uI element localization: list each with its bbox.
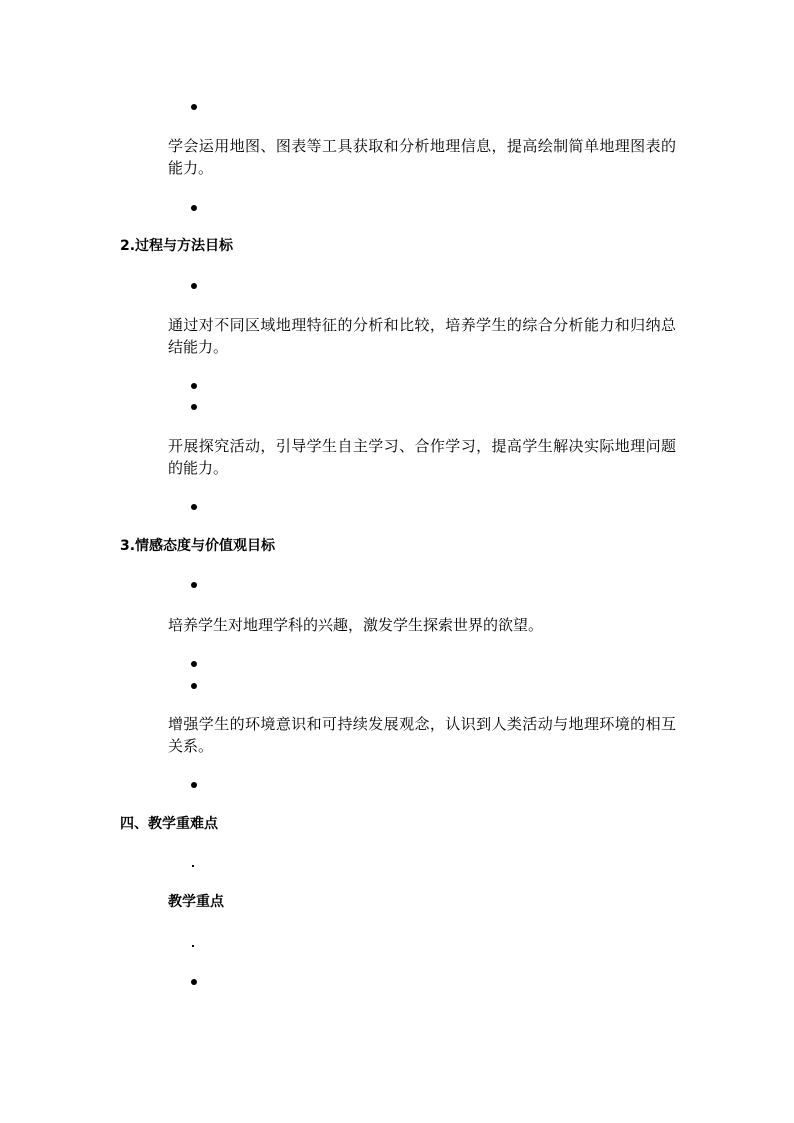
paragraph-interest: 培养学生对地理学科的兴趣，激发学生探索世界的欲望。 — [168, 616, 544, 634]
list-bullet — [191, 104, 197, 110]
paragraph-inquiry-activity: 开展探究活动，引导学生自主学习、合作学习，提高学生解决实际地理问题的能力。 — [168, 437, 676, 477]
list-bullet — [191, 383, 197, 389]
heading-process-method-goals: 2.过程与方法目标 — [120, 238, 234, 254]
list-dot — [192, 945, 194, 947]
paragraph-environment-awareness: 增强学生的环境意识和可持续发展观念，认识到人类活动与地理环境的相互关系。 — [168, 715, 676, 755]
paragraph-analysis-skills: 通过对不同区域地理特征的分析和比较，培养学生的综合分析能力和归纳总结能力。 — [168, 316, 676, 356]
list-bullet — [191, 404, 197, 410]
paragraph-map-skills: 学会运用地图、图表等工具获取和分析地理信息，提高绘制简单地理图表的能力。 — [168, 137, 676, 177]
list-dot — [192, 865, 194, 867]
subheading-teaching-focus: 教学重点 — [168, 894, 224, 910]
list-bullet — [191, 283, 197, 289]
list-bullet — [191, 661, 197, 667]
heading-key-difficult-points: 四、教学重难点 — [120, 816, 218, 832]
list-bullet — [191, 683, 197, 689]
list-bullet — [191, 504, 197, 510]
list-bullet — [191, 582, 197, 588]
list-bullet — [191, 782, 197, 788]
heading-emotion-attitude-goals: 3.情感态度与价值观目标 — [120, 538, 276, 554]
list-bullet — [191, 979, 197, 985]
list-bullet — [191, 205, 197, 211]
